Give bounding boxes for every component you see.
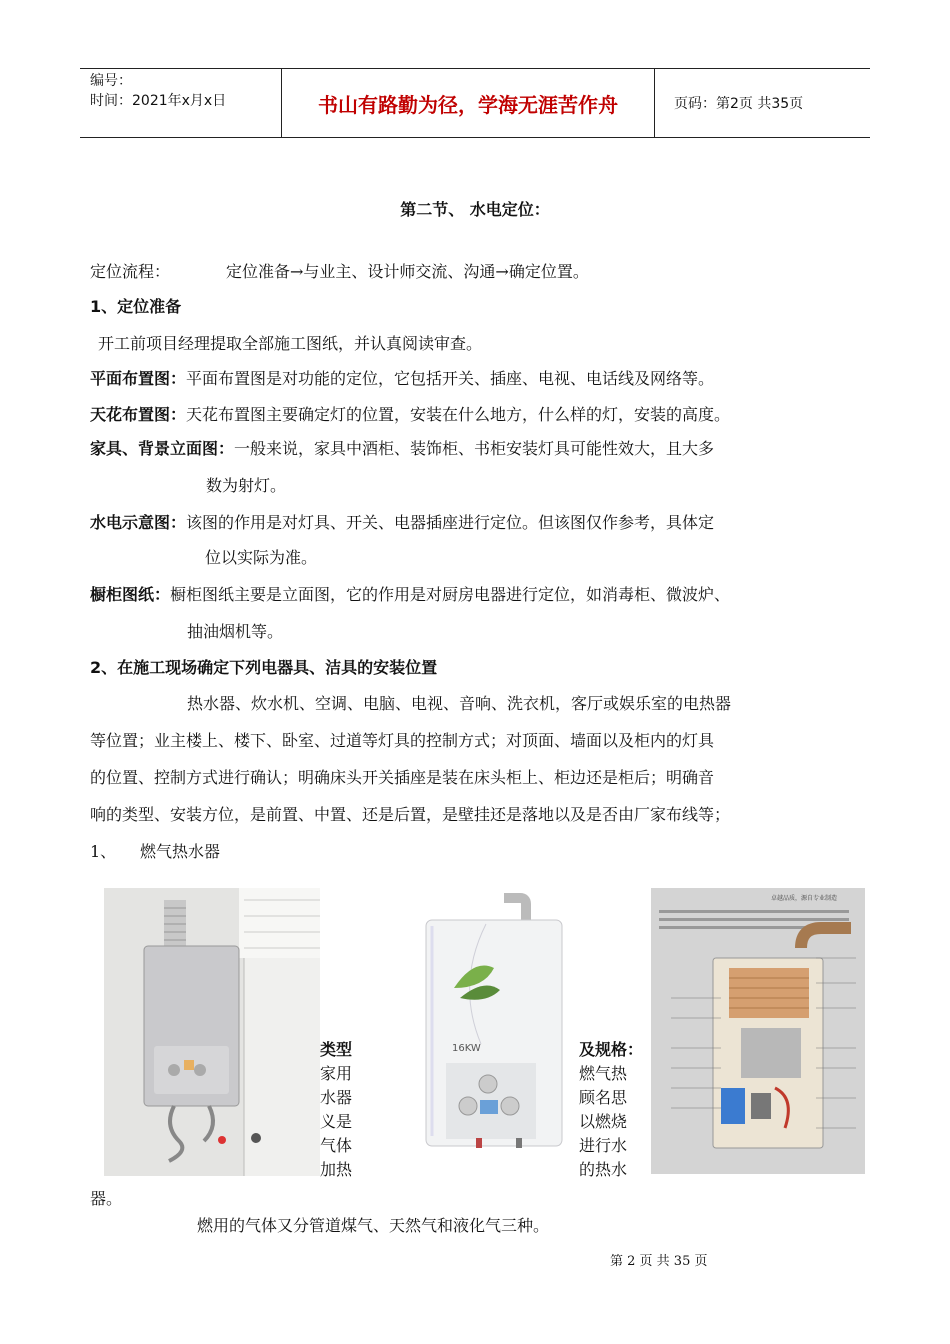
doc-number: 编号： <box>90 73 132 89</box>
item-text: 该图的作用是对灯具、开关、电器插座进行定位。但该图仅作参考，具体定 <box>186 513 715 532</box>
item-text: 橱柜图纸主要是立面图，它的作用是对厨房电器进行定位，如消毒柜、微波炉、 <box>170 585 731 604</box>
heater-internal-diagram <box>651 888 865 1174</box>
para-line-3: 的位置、控制方式进行确认；明确床头开关插座是装在床头柜上、柜边还是柜后；明确音 <box>90 768 715 787</box>
section-title: 第二节、 水电定位： <box>400 200 550 219</box>
col-right-label: 及规格： <box>579 1040 644 1059</box>
heater-power-label: 16KW <box>452 1043 481 1054</box>
page-footer: 第 2 页 共 35 页 <box>610 1254 708 1269</box>
col-right-line: 顾名思 <box>579 1088 628 1107</box>
intro-paragraph: 开工前项目经理提取全部施工图纸，并认真阅读审查。 <box>98 334 483 353</box>
col-right-line: 的热水 <box>579 1160 628 1179</box>
col-left-line: 义是 <box>320 1112 353 1131</box>
item-cabinet-cont: 抽油烟机等。 <box>187 622 284 641</box>
col-right-line: 燃气热 <box>579 1064 628 1083</box>
col-right-line: 以燃烧 <box>579 1112 628 1131</box>
col-left-label: 类型 <box>320 1040 353 1059</box>
para-line-4: 响的类型、安装方位，是前置、中置、还是后置，是壁挂还是落地以及是否由厂家布线等； <box>90 805 731 824</box>
item-label: 家具、背景立面图： <box>90 439 235 458</box>
para-line-1: 热水器、炊水机、空调、电脑、电视、音响、洗衣机，客厅或娱乐室的电热器 <box>187 694 732 713</box>
heading-2: 2、在施工现场确定下列电器具、洁具的安装位置 <box>90 658 438 677</box>
header-page-info <box>664 69 870 137</box>
col-left-line: 气体 <box>320 1136 353 1155</box>
doc-date: 时间：2021年x月x日 <box>90 93 227 109</box>
item-text: 一般来说，家具中酒柜、装饰柜、书柜安装灯具可能性效大，且大多 <box>234 439 715 458</box>
item-floorplan <box>90 366 714 389</box>
item-label: 橱柜图纸： <box>90 585 171 604</box>
page-header <box>80 68 870 138</box>
item-plumbing-cont: 位以实际为准。 <box>205 548 318 567</box>
col-right-line: 进行水 <box>579 1136 628 1155</box>
item-label: 水电示意图： <box>90 513 187 532</box>
item-furniture <box>90 436 714 459</box>
item-text: 天花布置图主要确定灯的位置，安装在什么地方，什么样的灯，安装的高度。 <box>186 405 731 424</box>
item-plumbing <box>90 510 714 533</box>
col-left-line: 加热 <box>320 1160 353 1179</box>
item-text: 平面布置图是对功能的定位，它包括开关、插座、电视、电话线及网络等。 <box>186 369 715 388</box>
flow-label: 定位流程： <box>90 262 171 281</box>
col-left-line: 家用 <box>320 1064 353 1083</box>
last-paragraph: 燃用的气体又分管道煤气、天然气和液化气三种。 <box>197 1216 550 1235</box>
header-left-cell <box>80 69 280 137</box>
item-furniture-cont: 数为射灯。 <box>206 476 287 495</box>
page-info-text: 页码：第2页 共35页 <box>674 96 804 112</box>
item-label: 天花布置图： <box>90 405 187 424</box>
col-left-line: 水器 <box>320 1088 353 1107</box>
flow-text: 定位准备→与业主、设计师交流、沟通→确定位置。 <box>226 262 589 281</box>
item-cabinet <box>90 582 730 605</box>
heading-3-number: 1、 <box>90 842 117 861</box>
item-ceiling <box>90 402 730 425</box>
heater-product-photo <box>376 888 576 1170</box>
tail-text: 器。 <box>90 1189 123 1208</box>
brochure-header: 卓越品质，源自专业制造 <box>771 895 838 902</box>
para-line-2: 等位置；业主楼上、楼下、卧室、过道等灯具的控制方式；对顶面、墙面以及柜内的灯具 <box>90 731 715 750</box>
heading-3-text: 燃气热水器 <box>140 842 221 861</box>
header-motto: 书山有路勤为径，学海无涯苦作舟 <box>281 69 655 137</box>
item-label: 平面布置图： <box>90 369 187 388</box>
heading-1: 1、定位准备 <box>90 297 182 316</box>
heater-installed-photo <box>104 888 320 1176</box>
